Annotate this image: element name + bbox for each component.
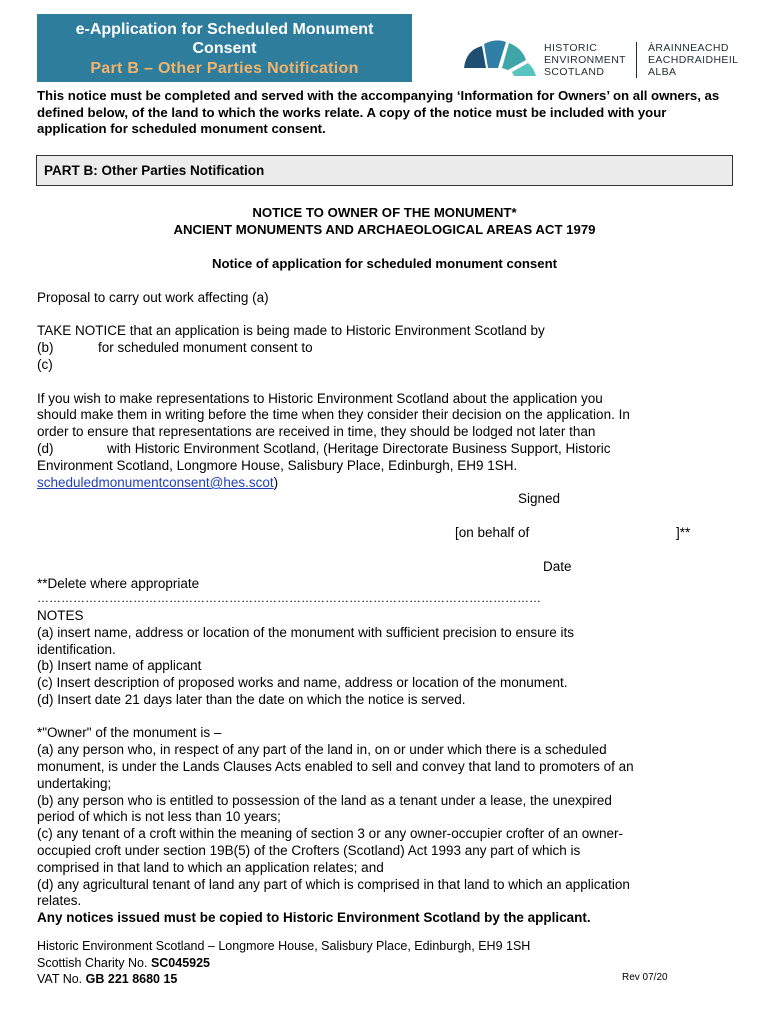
logo-gaelic-text: ÀRAINNEACHD EACHDRAIDHEIL ALBA (648, 42, 739, 78)
owner-c-line2: occupied croft under section 19B(5) of the Crofters (Scotland) Act 1993 any part of which is (37, 843, 581, 858)
form-title-line1: e-Application for Scheduled Monument (75, 21, 374, 38)
date-label: Date (543, 559, 572, 574)
notice-subheading: Notice of application for scheduled monument consent (211, 256, 558, 271)
act-heading: ANCIENT MONUMENTS AND ARCHAEOLOGICAL AREAS ACT 1979 (173, 222, 596, 237)
note-b: (b) Insert name of applicant (37, 658, 202, 673)
form-title-banner (37, 14, 412, 82)
owner-d-line2: relates. (37, 893, 82, 908)
hes-fan-logo-icon (462, 38, 538, 78)
form-subtitle: Part B – Other Parties Notification (90, 60, 359, 77)
footer-address: Historic Environment Scotland – Longmore House, Salisbury Place, Edinburgh, EH9 1SH (37, 939, 531, 953)
note-c: (c) Insert description of proposed works and name, address or location of the monument. (37, 675, 568, 690)
take-notice-line: TAKE NOTICE that an application is being made to Historic Environment Scotland by (37, 323, 545, 338)
footer-vat: VAT No. GB 221 8680 15 (37, 972, 178, 986)
owner-c-line3: comprised in that land to which an application relates; and (37, 860, 384, 875)
owner-c-line1: (c) any tenant of a croft within the meaning of section 3 or any owner-occupier crofter of an owner- (37, 826, 624, 841)
owner-a-line3: undertaking; (37, 776, 112, 791)
representations-address: Environment Scotland, Longmore House, Salisbury Place, Edinburgh, EH9 1SH. (37, 458, 518, 473)
representations-line3: order to ensure that representations are received in time, they should be lodged not later than (37, 424, 596, 439)
on-behalf-label: [on behalf of (455, 525, 530, 540)
vat-number: GB 221 8680 15 (85, 972, 178, 986)
field-d-label: (d) (37, 441, 54, 456)
copy-requirement-note: Any notices issued must be copied to Historic Environment Scotland by the applicant. (37, 910, 591, 925)
owner-heading: *"Owner" of the monument is – (37, 725, 222, 740)
note-a-line2: identification. (37, 642, 116, 657)
part-b-section-header: PART B: Other Parties Notification (36, 155, 733, 186)
revision-label: Rev 07/20 (622, 972, 668, 983)
notes-heading: NOTES (37, 608, 84, 623)
owner-b-line2: period of which is not less than 10 years; (37, 809, 281, 824)
owner-a-line2: monument, is under the Lands Clauses Acts enabled to sell and convey that land to promoters of an (37, 759, 634, 774)
separator-dots: ……………………………………………………………………………………………………………… (37, 591, 541, 605)
on-behalf-close: ]** (676, 525, 691, 540)
field-d-text: with Historic Environment Scotland, (Heritage Directorate Business Support, Historic (107, 441, 611, 456)
logo-divider (636, 42, 637, 78)
intro-notice: This notice must be completed and served with the accompanying ‘Information for Owners’ on all owners, as defined below, of the land to which the works relate. A copy of the notice must be included with your application for scheduled monument consent. (37, 88, 720, 136)
owner-a-line1: (a) any person who, in respect of any part of the land in, on or under which there is a scheduled (37, 742, 607, 757)
form-title-line2: Consent (192, 40, 257, 57)
hes-logo (462, 38, 752, 80)
note-d: (d) Insert date 21 days later than the date on which the notice is served. (37, 692, 466, 707)
owner-d-line1: (d) any agricultural tenant of land any part of which is comprised in that land to which an application (37, 877, 630, 892)
representations-line2: should make them in writing before the time when they consider their decision on the application. In (37, 407, 630, 422)
email-link[interactable]: scheduledmonumentconsent@hes.scot (37, 475, 274, 490)
delete-note: **Delete where appropriate (37, 576, 200, 591)
signed-label: Signed (518, 491, 561, 506)
email-line: scheduledmonumentconsent@hes.scot) (37, 475, 279, 490)
note-a-line1: (a) insert name, address or location of the monument with sufficient precision to ensure its (37, 625, 575, 640)
notice-heading: NOTICE TO OWNER OF THE MONUMENT* (252, 205, 517, 220)
field-b-text: for scheduled monument consent to (98, 340, 313, 355)
footer-charity: Scottish Charity No. SC045925 (37, 956, 211, 970)
owner-b-line1: (b) any person who is entitled to possession of the land as a tenant under a lease, the unexpired (37, 793, 612, 808)
field-c-label: (c) (37, 357, 53, 372)
field-b-label: (b) (37, 340, 54, 355)
charity-number: SC045925 (150, 956, 211, 970)
representations-line1: If you wish to make representations to Historic Environment Scotland about the application you (37, 391, 603, 406)
logo-english-text: HISTORIC ENVIRONMENT SCOTLAND (544, 42, 626, 78)
proposal-line: Proposal to carry out work affecting (a) (37, 290, 269, 305)
